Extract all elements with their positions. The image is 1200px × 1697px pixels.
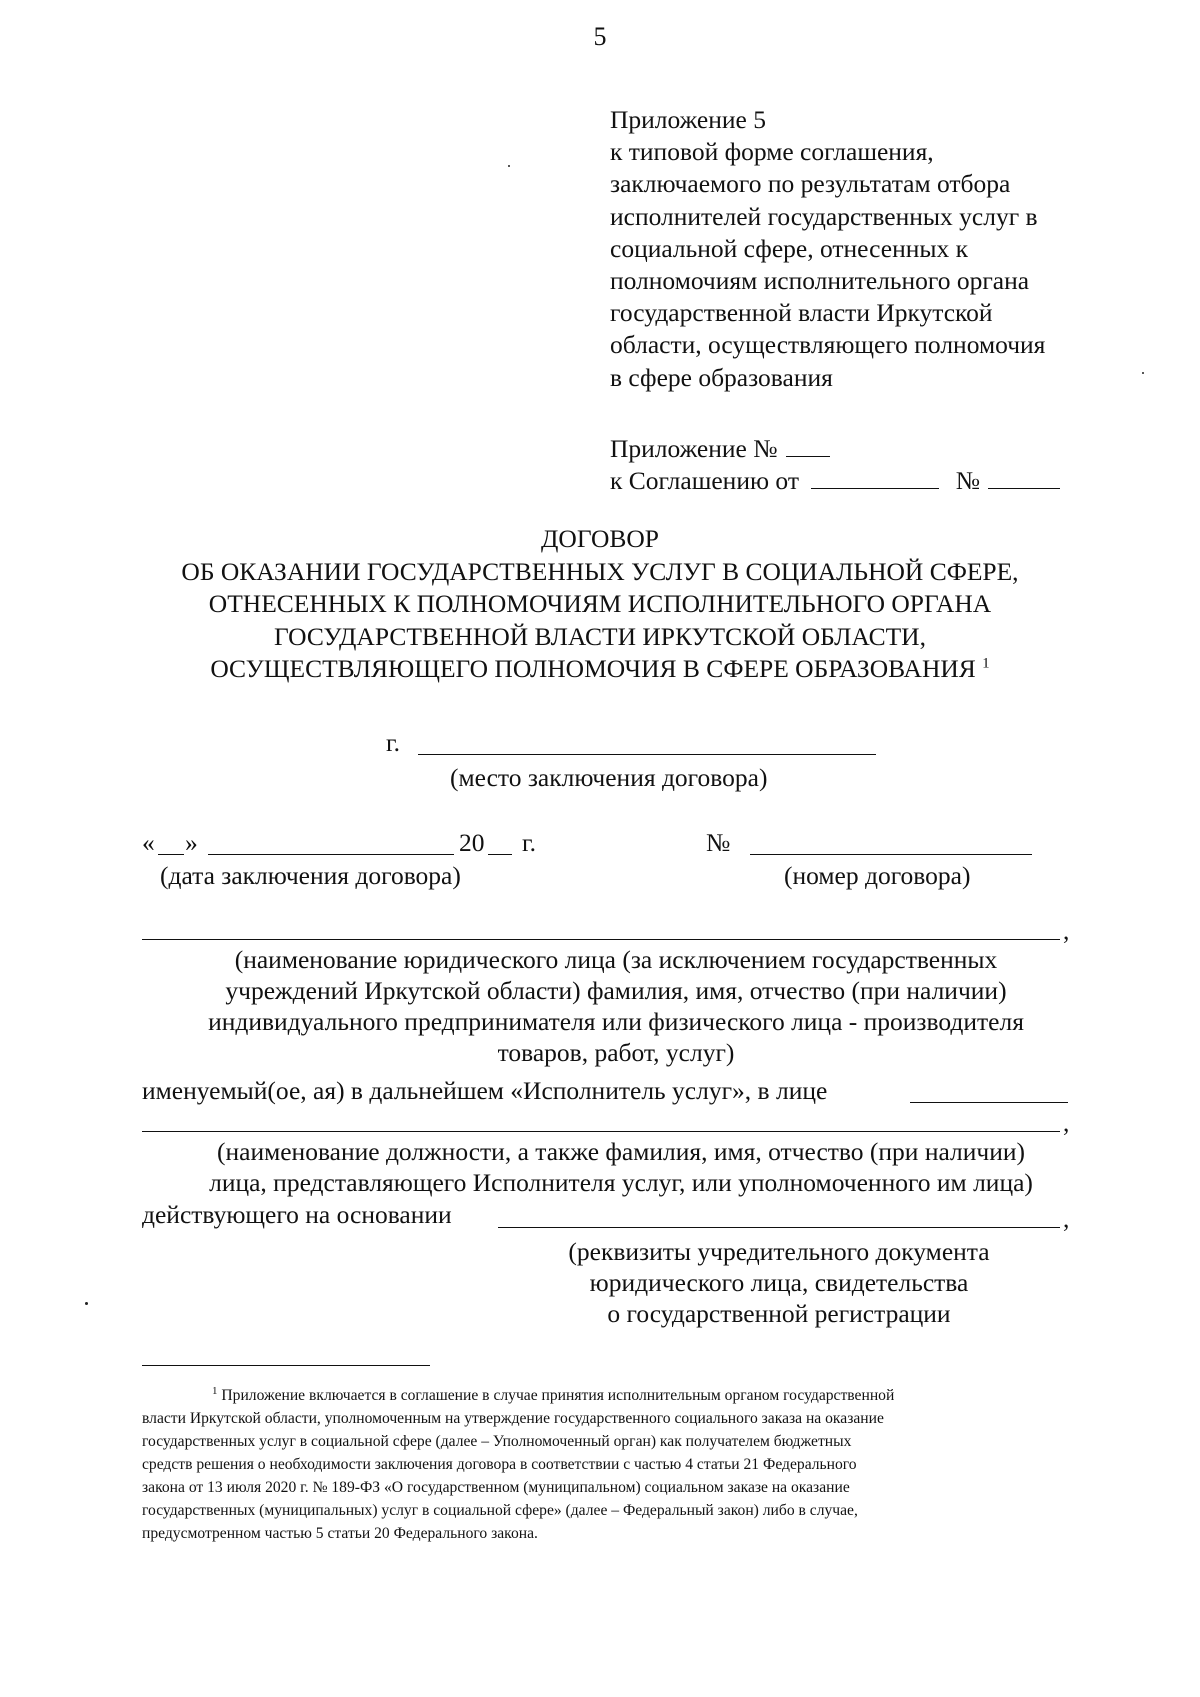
day-blank (158, 854, 184, 855)
appendix-number-blank (786, 455, 830, 457)
appendix-line: исполнителей государственных услуг в (610, 201, 1038, 231)
footnote-line: закона от 13 июля 2020 г. № 189-ФЗ «О государственном (муниципальном) социальном заказе на оказание (142, 1479, 850, 1496)
agreement-date-label: к Соглашению от (610, 466, 799, 495)
representative-blank (142, 1131, 1060, 1132)
footnote-line-text: Приложение включается в соглашение в случае принятия исполнительным органом государственной (221, 1387, 895, 1404)
appendix-line: в сфере образования (610, 362, 833, 392)
footnote (142, 1384, 1110, 1545)
contract-number-sign: № (706, 828, 731, 857)
date-quote-close: » (185, 828, 198, 857)
executor-person-blank (910, 1102, 1068, 1103)
representative-caption-line: лица, представляющего Исполнителя услуг, или уполномоченного им лица) (209, 1168, 1033, 1197)
appendix-line: к типовой форме соглашения, (610, 137, 934, 167)
executor-named-as: именуемый(ое, ая) в дальнейшем «Исполнитель услуг», в лице (142, 1076, 828, 1105)
title-line: ГОСУДАРСТВЕННОЙ ВЛАСТИ ИРКУТСКОЙ ОБЛАСТИ, (274, 621, 926, 651)
basis-caption-line: о государственной регистрации (607, 1299, 951, 1328)
appendix-line: государственной власти Иркутской (610, 298, 993, 328)
title-line: ДОГОВОР (541, 524, 659, 553)
executor-caption-line: товаров, работ, услуг) (497, 1038, 735, 1067)
footnote-line: власти Иркутской области, уполномоченным на утверждение государственного социального заказа на оказание (142, 1410, 884, 1427)
title-line: ОТНЕСЕННЫХ К ПОЛНОМОЧИЯМ ИСПОЛНИТЕЛЬНОГО ОРГАНА (208, 589, 992, 618)
agreement-number-blank (988, 487, 1060, 489)
footnote-line: средств решения о необходимости заключения договора в соответствии с частью 4 статьи 21 Федерального (142, 1456, 857, 1473)
executor-comma: , (1063, 916, 1070, 945)
executor-caption-line: (наименование юридического лица (за исключением государственных (234, 945, 998, 974)
footnote-number: 1 (212, 1384, 218, 1397)
acting-on-label: действующего на основании (142, 1200, 452, 1229)
page-number: 5 (593, 22, 607, 51)
appendix-header (610, 104, 1130, 394)
executor-caption (142, 944, 1090, 1068)
agreement-number-sign: № (955, 466, 981, 495)
contract-number-blank (750, 854, 1032, 855)
title-line-text: ОСУЩЕСТВЛЯЮЩЕГО ПОЛНОМОЧИЯ В СФЕРЕ ОБРАЗОВАНИЯ (210, 654, 976, 683)
executor-caption-line: индивидуального предпринимателя или физического лица - производителя (208, 1007, 1024, 1036)
appendix-number-label: Приложение № (610, 434, 778, 463)
scan-speck (1142, 372, 1144, 374)
place-blank (418, 754, 876, 755)
agreement-date-blank (811, 487, 939, 489)
month-blank (208, 854, 454, 855)
scan-speck (508, 165, 510, 167)
agreement-date-line (610, 465, 1062, 497)
appendix-number-line (610, 433, 1062, 465)
year-prefix: 20 (459, 828, 485, 857)
document-title (100, 523, 1100, 686)
footnote-mark: 1 (982, 655, 990, 672)
appendix-line: заключаемого по результатам отбора (610, 169, 1011, 199)
footnote-separator (142, 1365, 430, 1366)
representative-comma: , (1063, 1108, 1070, 1137)
footnote-line: предусмотренном частью 5 статьи 20 Федерального закона. (142, 1525, 538, 1542)
basis-caption-line: (реквизиты учредительного документа (568, 1237, 990, 1266)
footnote-line (142, 1384, 1110, 1407)
date-caption: (дата заключения договора) (160, 861, 461, 890)
representative-caption (142, 1136, 1100, 1198)
scan-speck (85, 1302, 88, 1305)
basis-caption (498, 1236, 1060, 1329)
place-caption: (место заключения договора) (450, 763, 768, 792)
executor-name-blank (142, 939, 1060, 940)
appendix-line: социальной сфере, отнесенных к (610, 233, 969, 263)
appendix-line: Приложение 5 (610, 105, 766, 134)
title-line (100, 653, 1100, 686)
appendix-line: полномочиям исполнительного органа (610, 266, 1030, 296)
date-quote-open: « (142, 828, 155, 857)
basis-blank (498, 1227, 1060, 1228)
basis-comma: , (1063, 1204, 1070, 1233)
place-prefix: г. (386, 728, 400, 757)
title-line: ОБ ОКАЗАНИИ ГОСУДАРСТВЕННЫХ УСЛУГ В СОЦИАЛЬНОЙ СФЕРЕ, (181, 556, 1019, 586)
contract-number-caption: (номер договора) (784, 861, 971, 890)
executor-caption-line: учреждений Иркутской области) фамилия, имя, отчество (при наличии) (225, 976, 1007, 1005)
appendix-line: области, осуществляющего полномочия (610, 330, 1046, 360)
representative-caption-line: (наименование должности, а также фамилия, имя, отчество (при наличии) (216, 1137, 1026, 1166)
footnote-line: государственных услуг в социальной сфере (далее – Уполномоченный орган) как получателем бюджетных (142, 1433, 852, 1450)
year-suffix: г. (522, 828, 536, 857)
agreement-reference (610, 433, 1062, 497)
footnote-line: государственных (муниципальных) услуг в социальной сфере» (далее – Федеральный закон) либо в случае, (142, 1502, 858, 1519)
basis-caption-line: юридического лица, свидетельства (589, 1268, 969, 1297)
year-blank (488, 854, 512, 855)
